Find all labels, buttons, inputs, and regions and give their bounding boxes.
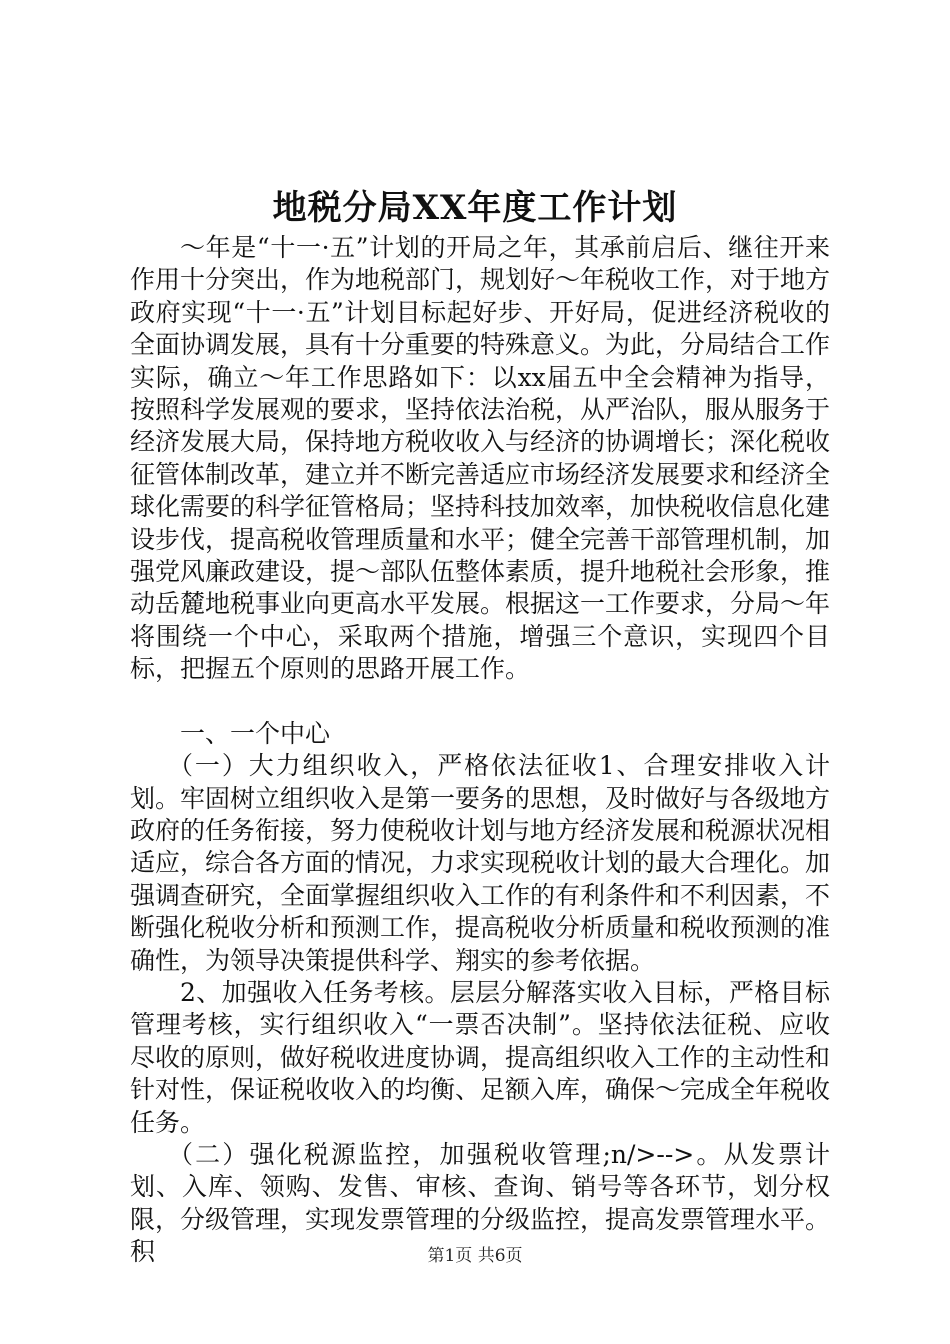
document-body bbox=[130, 232, 830, 1269]
page-footer: 第1页 共6页 bbox=[427, 1246, 523, 1266]
document-title: 地税分局XX年度工作计划 bbox=[272, 188, 678, 228]
body-paragraph-1: （一）大力组织收入，严格依法征收1、合理安排收入计划。牢固树立组织收入是第一要务的思想，及时做好与各级地方政府的任务衔接，努力使税收计划与地方经济发展和税源状况相适应，综合各方面的情况，力求实现税收计划的最大合理化。加强调查研究，全面掌握组织收入工作的有利条件和不利因素，不断强化税收分析和预测工作，提高税收分析质量和税收预测的准确性，为领导决策提供科学、翔实的参考依据。 bbox=[130, 751, 831, 975]
intro-paragraph: ～年是“十一·五”计划的开局之年，其承前启后、继往开来作用十分突出，作为地税部门，规划好～年税收工作，对于地方政府实现“十一·五”计划目标起好步、开好局，促进经济税收的全面协调发展，具有十分重要的特殊意义。为此，分局结合工作实际，确立～年工作思路如下：以xx届五中全会精神为指导，按照科学发展观的要求，坚持依法治税，从严治队，服从服务于经济发展大局，保持地方税收收入与经济的协调增长；深化税收征管体制改革，建立并不断完善适应市场经济发展要求和经济全球化需要的科学征管格局；坚持科技加效率，加快税收信息化建设步伐，提高税收管理质量和水平；健全完善干部管理机制，加强党风廉政建设，提～部队伍整体素质，提升地税社会形象，推动岳麓地税事业向更高水平发展。根据这一工作要求，分局～年将围绕一个中心，采取两个措施，增强三个意识，实现四个目标，把握五个原则的思路开展工作。 bbox=[130, 233, 831, 684]
section-heading: 一、一个中心 bbox=[180, 718, 331, 748]
body-paragraph-2: 2、加强收入任务考核。层层分解落实收入目标，严格目标管理考核，实行组织收入“一票否决制”。坚持依法征税、应收尽收的原则，做好税收进度协调，提高组织收入工作的主动性和针对性，保证税收收入的均衡、足额入库，确保～完成全年税收任务。 bbox=[130, 977, 831, 1137]
body-paragraph-3: （二）强化税源监控，加强税收管理;n/>-->。从发票计划、入库、领购、发售、审核、查询、销号等各环节，划分权限，分级管理，实现发票管理的分级监控，提高发票管理水平。积 bbox=[130, 1139, 831, 1267]
